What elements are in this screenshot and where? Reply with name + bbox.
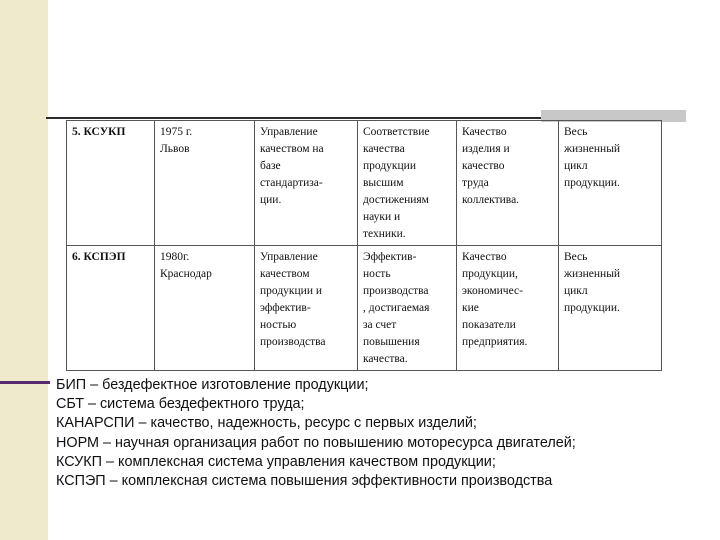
scope-cell: Весь жизненный цикл продукции. (559, 246, 662, 371)
table-row (67, 246, 662, 371)
object-cell: Качество изделия и качество труда коллектива. (457, 121, 559, 246)
abbreviations-box (54, 374, 706, 496)
abbreviation-line: СБТ – система бездефектного труда; (56, 396, 305, 413)
system-name-cell: 6. КСПЭП (67, 246, 155, 371)
accent-line (0, 381, 50, 384)
abbreviation-line: КАНАРСПИ – качество, надежность, ресурс с первых изделий; (56, 415, 477, 432)
year-place-cell: 1975 г. Львов (155, 121, 255, 246)
abbreviation-line: КСПЭП – комплексная система повышения эффективности производства (56, 473, 553, 490)
year-place-cell: 1980г. Краснодар (155, 246, 255, 371)
table-row (67, 121, 662, 246)
purpose-cell: Управление качеством на базе стандартиза- ции. (255, 121, 358, 246)
abbreviation-line: БИП – бездефектное изготовление продукции; (56, 377, 369, 393)
system-name-cell: 5. КСУКП (67, 121, 155, 246)
abbreviation-line: КСУКП – комплексная система управления качеством продукции; (56, 453, 496, 470)
abbreviation-line: НОРМ – научная организация работ по повышению моторесурса двигателей; (56, 434, 576, 451)
criterion-cell: Соответствие качества продукции высшим достижениям науки и техники. (358, 121, 457, 246)
slide-left-band (0, 0, 48, 540)
object-cell: Качество продукции, экономичес- кие показатели предприятия. (457, 246, 559, 371)
purpose-cell: Управление качеством продукции и эффектив- ностью производства (255, 246, 358, 371)
scope-cell: Весь жизненный цикл продукции. (559, 121, 662, 246)
criterion-cell: Эффектив- ность производства , достигаемая за счет повышения качества. (358, 246, 457, 371)
quality-systems-table (66, 120, 662, 371)
